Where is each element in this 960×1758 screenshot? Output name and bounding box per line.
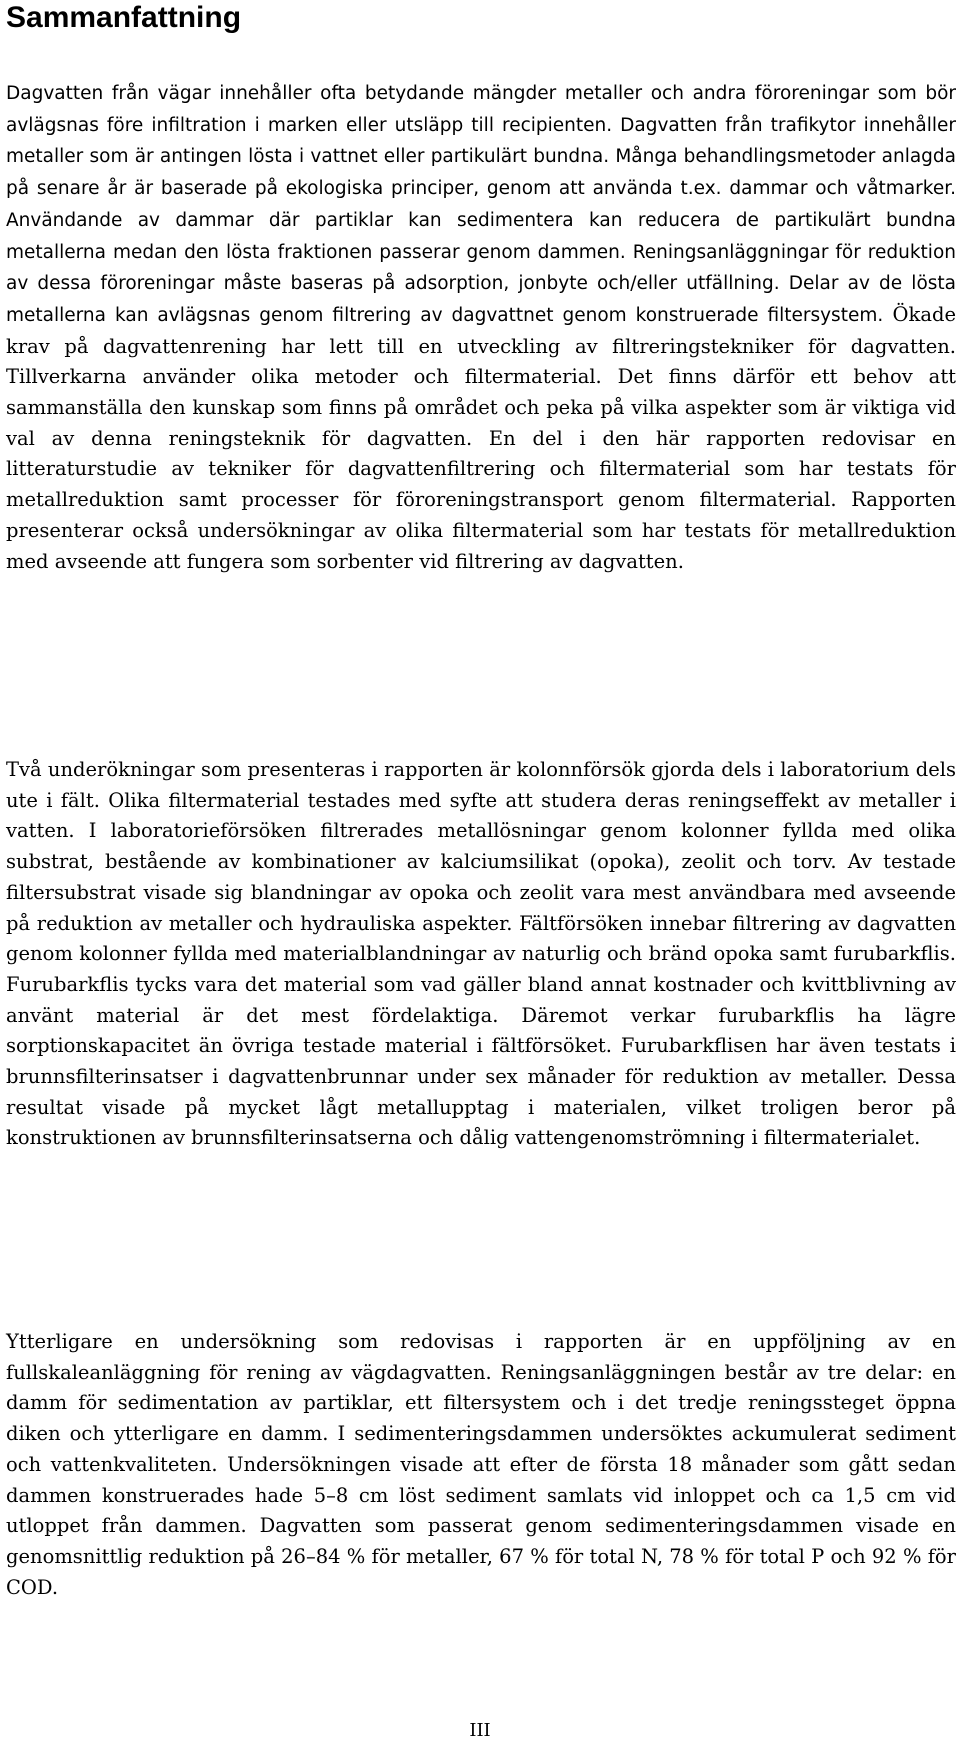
paragraph-3-body-text: Ytterligare en undersökning som redovisas i rapporten är en uppföljning av en fullskaleanläggning för rening av vägdagvatten. Reningsanläggningen består av tre delar: en damm för sedimentation av partiklar, ett filtersystem och i det tredje reningssteget öppna diken och ytterligare en damm. I sedimenteringsdammen undersöktes ackumulerat sediment och vattenkvaliteten. Undersökningen visade att efter de första 18 månader som gått sedan dammen konstruerades hade 5–8 cm löst sediment samlats vid inloppet och ca 1,5 cm vid utloppet från dammen. Dagvatten som passerat genom sedimenteringsdammen visade en genomsnittlig reduktion på 26–84 % för metaller, 67 % för total N, 78 % för total P och 92 % för COD. (6, 1330, 956, 1599)
page-number: III (469, 1720, 491, 1741)
paragraph-2 (6, 755, 956, 1154)
paragraph-1-lead-text: Dagvatten från vägar innehåller ofta betydande mängder metaller och andra föroreningar som bör avlägsnas före infiltration i marken eller utsläpp till recipienten. Dagvatten från trafikytor innehåller metaller som är antingen lösta i vattnet eller partikulärt bundna. Många behandlingsmetoder anlagda på senare år är baserade på ekologiska principer, genom att använda t.ex. dammar och våtmarker. Användande av dammar där partiklar kan sedimentera kan reducera de partikulärt bundna metallerna medan den lösta fraktionen passerar genom dammen. Reningsanläggningar för reduktion av dessa föroreningar måste baseras på adsorption, jonbyte och/eller utfällning. Delar av de lösta metallerna kan avlägsnas genom filtrering av dagvattnet genom konstruerade filtersystem. (6, 83, 956, 326)
page-title: Sammanfattning (6, 1, 242, 34)
paragraph-2-body-text: Två underökningar som presenteras i rapporten är kolonnförsök gjorda dels i laboratorium dels ute i fält. Olika filtermaterial testades med syfte att studera deras reningseffekt av metaller i vatten. I laboratorieförsöken filtrerades metallösningar genom kolonner fyllda med olika substrat, bestående av kombinationer av kalciumsilikat (opoka), zeolit och torv. Av testade filtersubstrat visade sig blandningar av opoka och zeolit vara mest användbara med avseende på reduktion av metaller och hydrauliska aspekter. Fältförsöken innebar filtrering av dagvatten genom kolonner fyllda med materialblandningar av naturlig och bränd opoka samt furubarkflis. Furubarkflis tycks vara det material som vad gäller bland annat kostnader och kvittblivning av använt material är det mest fördelaktiga. Däremot verkar furubarkflis ha lägre sorptionskapacitet än övriga testade material i fältförsöket. Furubarkflisen har även testats i brunnsfilterinsatser i dagvattenbrunnar under sex månader för reduktion av metaller. Dessa resultat visade på mycket lågt metallupptag i materialen, vilket troligen beror på konstruktionen av brunnsfilterinsatserna och dålig vattengenomströmning i filtermaterialet. (6, 758, 956, 1150)
paragraph-1 (6, 78, 956, 577)
paragraph-3 (6, 1327, 956, 1603)
document-page (6, 0, 957, 1758)
paragraph-1-body-text: Ökade krav på dagvattenrening har lett till en utveckling av filtreringstekniker för dagvatten. Tillverkarna använder olika metoder och filtermaterial. Det finns därför ett behov att sammanställa den kunskap som finns på området och peka på vilka aspekter som är viktiga vid val av denna reningsteknik för dagvatten. En del i den här rapporten redovisar en litteraturstudie av tekniker för dagvattenfiltrering och filtermaterial som har testats för metallreduktion samt processer för föroreningstransport genom filtermaterial. Rapporten presenterar också undersökningar av olika filtermaterial som har testats för metallreduktion med avseende att fungera som sorbenter vid filtrering av dagvatten. (6, 302, 957, 573)
